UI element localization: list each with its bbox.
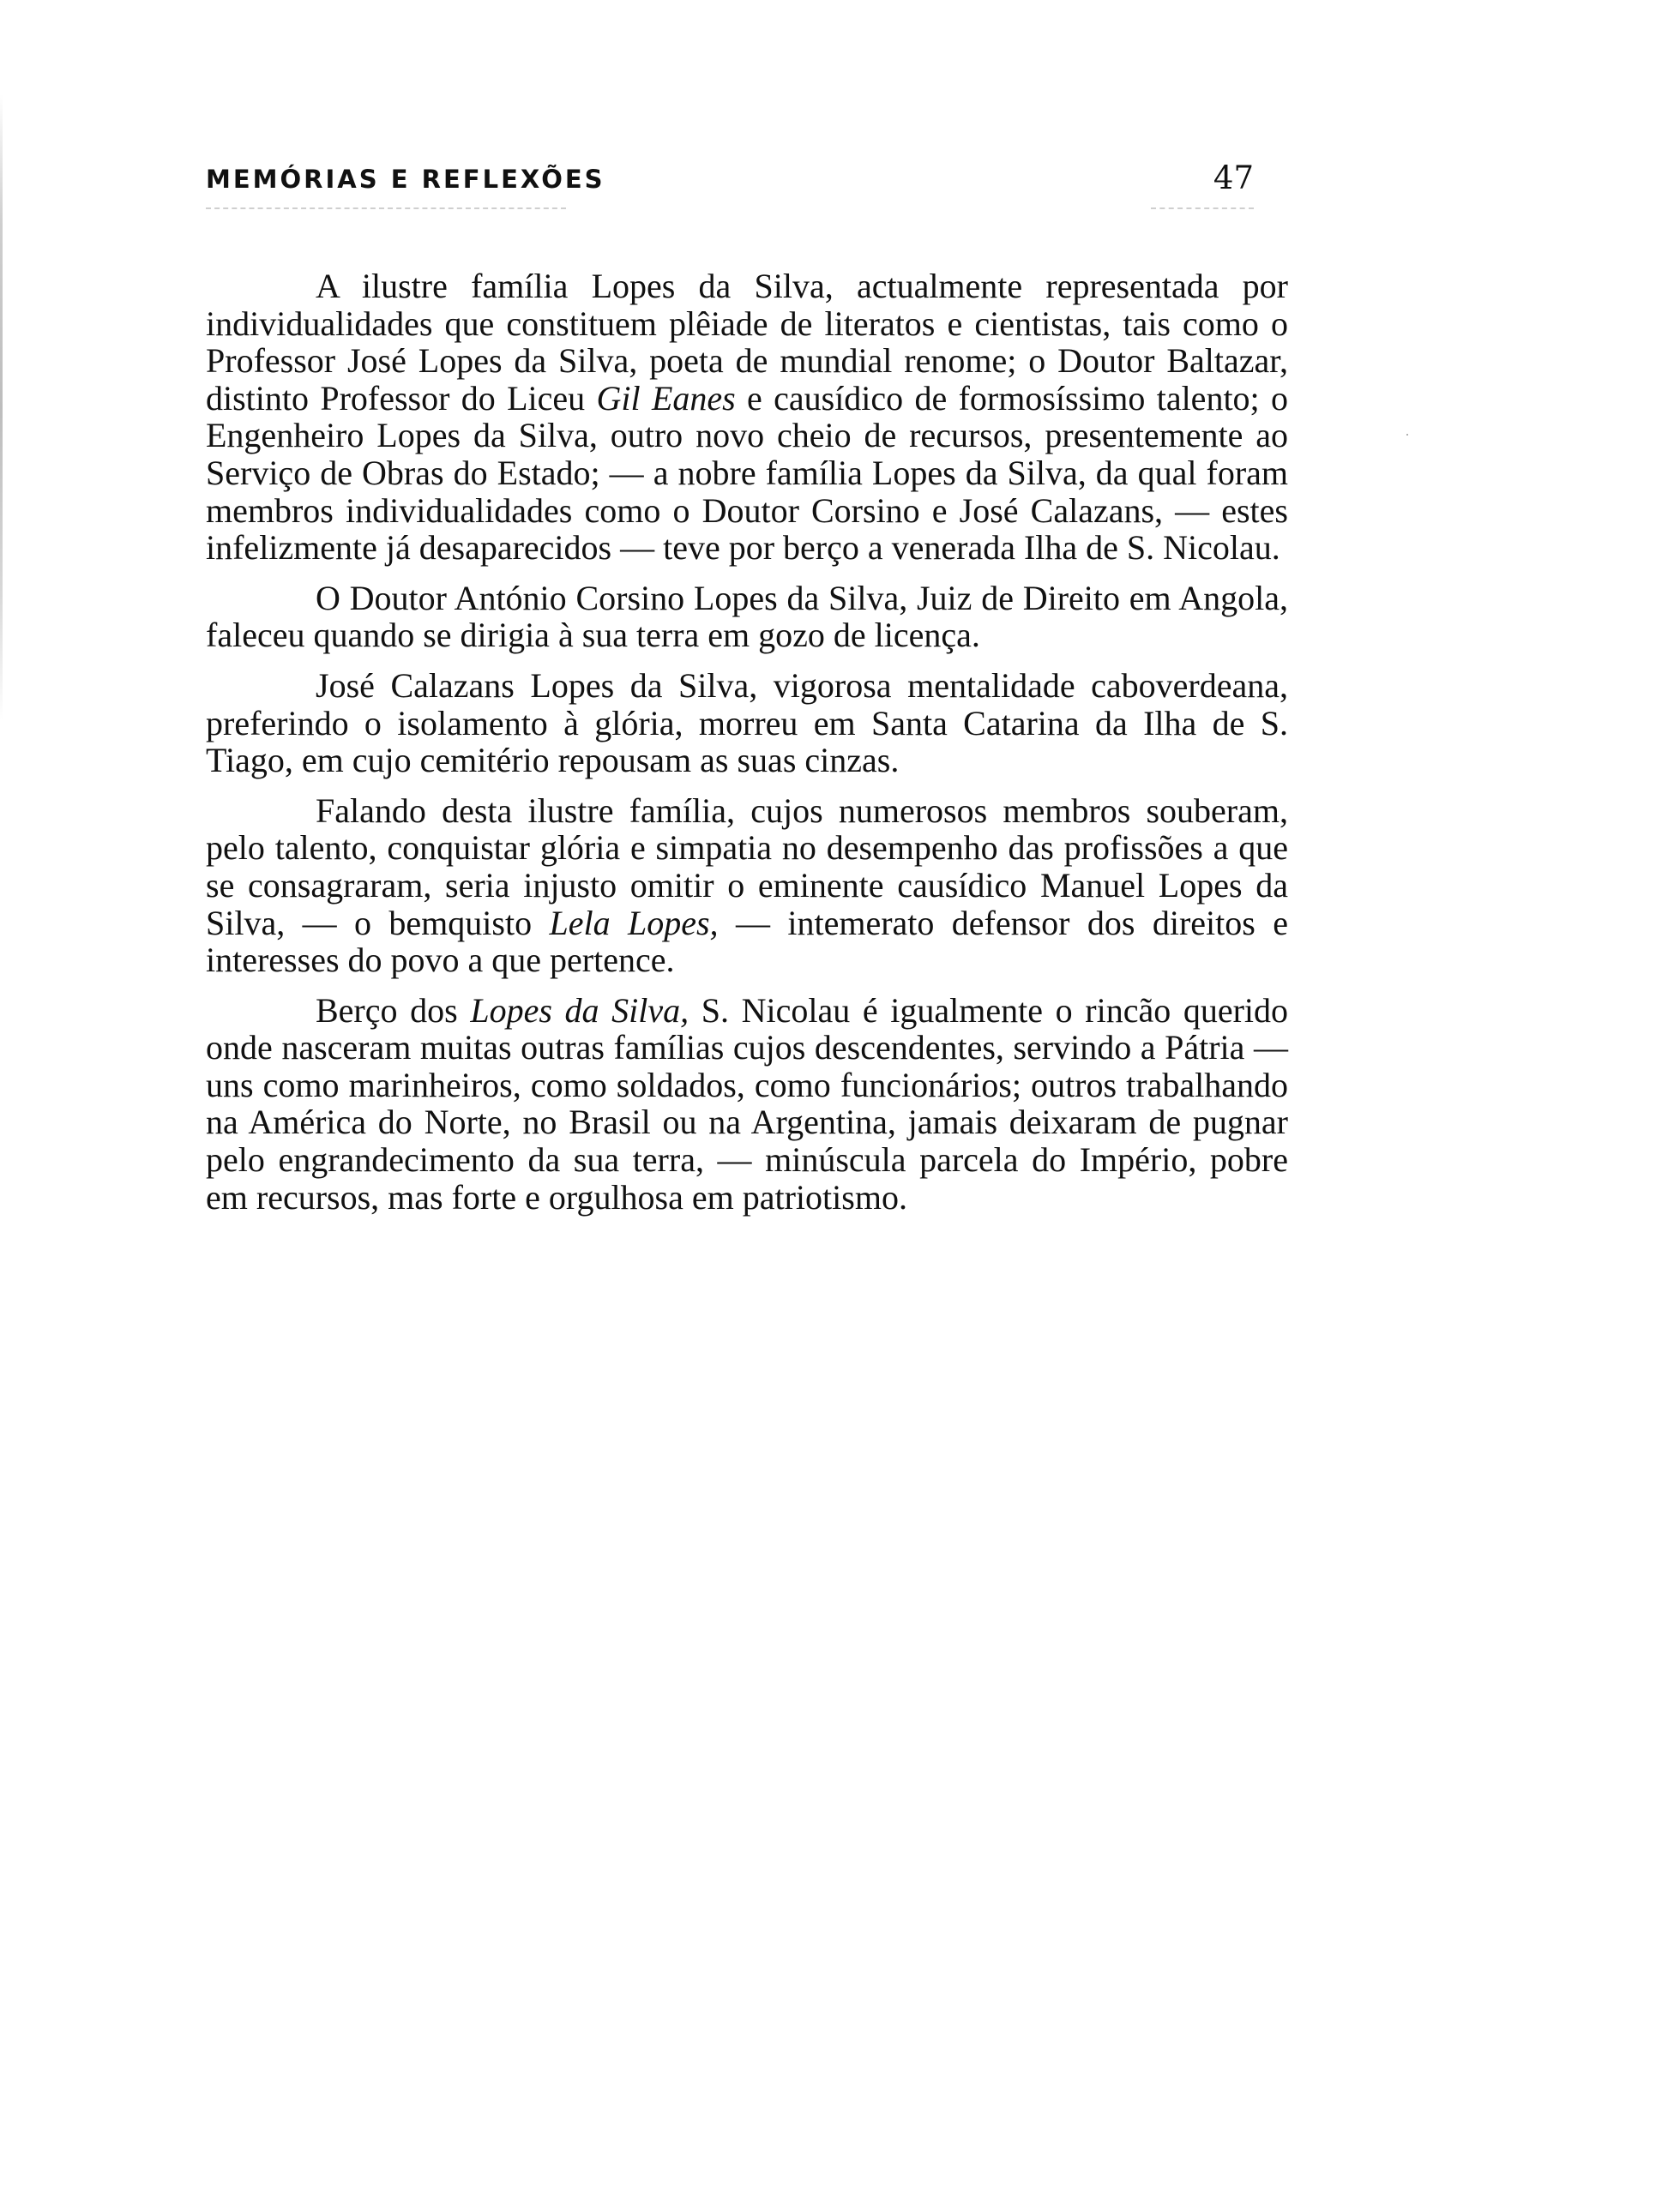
- paragraph-5: [206, 992, 1288, 1217]
- paragraph-2: [206, 580, 1288, 654]
- running-title: MEMÓRIAS E REFLEXÕES: [206, 165, 605, 194]
- paragraph-5-italic-lopes-da-silva: Lopes da Silva,: [470, 990, 689, 1030]
- running-header: [206, 159, 1254, 213]
- paragraph-3: [206, 667, 1288, 779]
- header-rule-left: [206, 207, 566, 209]
- header-rule-right: [1151, 207, 1254, 209]
- paragraph-5-text-a: Berço dos: [316, 990, 471, 1030]
- paragraph-1-italic-gil-eanes: Gil Eanes: [596, 378, 736, 418]
- print-speck: [1406, 434, 1408, 436]
- paragraph-4-text-b: — intemerato defensor dos direitos e interesses do povo a que pertence.: [206, 903, 1288, 980]
- paragraph-4: [206, 792, 1288, 979]
- paragraph-4-italic-lela-lopes: Lela Lopes,: [549, 903, 719, 942]
- paragraph-3-text: José Calazans Lopes da Silva, vigorosa mentalidade caboverdeana, preferindo o isolamento à glória, morreu em Santa Catarina da Ilha de S. Tiago, em cujo cemitério repousam as suas cinzas.: [206, 665, 1288, 780]
- paragraph-1: [206, 267, 1288, 567]
- paragraph-5-text-b: S. Nicolau é igualmente o rincão querido onde nasceram muitas outras famílias cujos descendentes, servindo a Pátria — uns como marinheiros, como soldados, como funcionários; outros trabalhando na América do Norte, no Brasil ou na Argentina, jamais deixaram de pugnar pelo engrandecimento da sua terra, — minúscula parcela do Império, pobre em recursos, mas forte e orgulhosa em patriotismo.: [206, 990, 1289, 1217]
- body-text: [206, 267, 1288, 1216]
- paragraph-1-text-b: e causídico de formosíssimo talento; o Engenheiro Lopes da Silva, outro novo cheio de recursos, presentemente ao Serviço de Obras do Estado; — a nobre família Lopes da Silva, da qual foram membros individualidades como o Doutor Corsino e José Calazans, — estes infelizmente já desaparecidos — teve por berço a venerada Ilha de S. Nicolau.: [206, 378, 1288, 568]
- paragraph-1-text-a: A ilustre família Lopes da Silva, actualmente representada por individualidades que constituem plêiade de literatos e cientistas, tais como o Professor José Lopes da Silva, poeta de mundial renome; o Doutor Baltazar, distinto Professor do Liceu: [206, 267, 1288, 418]
- paragraph-4-text-a: Falando desta ilustre família, cujos numerosos membros souberam, pelo talento, conquistar glória e simpatia no desempenho das profissões a que se consagraram, seria injusto omitir o eminente causídico Manuel Lopes da Silva, — o bemquisto: [206, 790, 1288, 942]
- page-number: 47: [1213, 159, 1254, 196]
- page-edge-shadow: [0, 94, 3, 720]
- paragraph-2-text: O Doutor António Corsino Lopes da Silva, Juiz de Direito em Angola, faleceu quando se dirigia à sua terra em gozo de licença.: [206, 578, 1288, 655]
